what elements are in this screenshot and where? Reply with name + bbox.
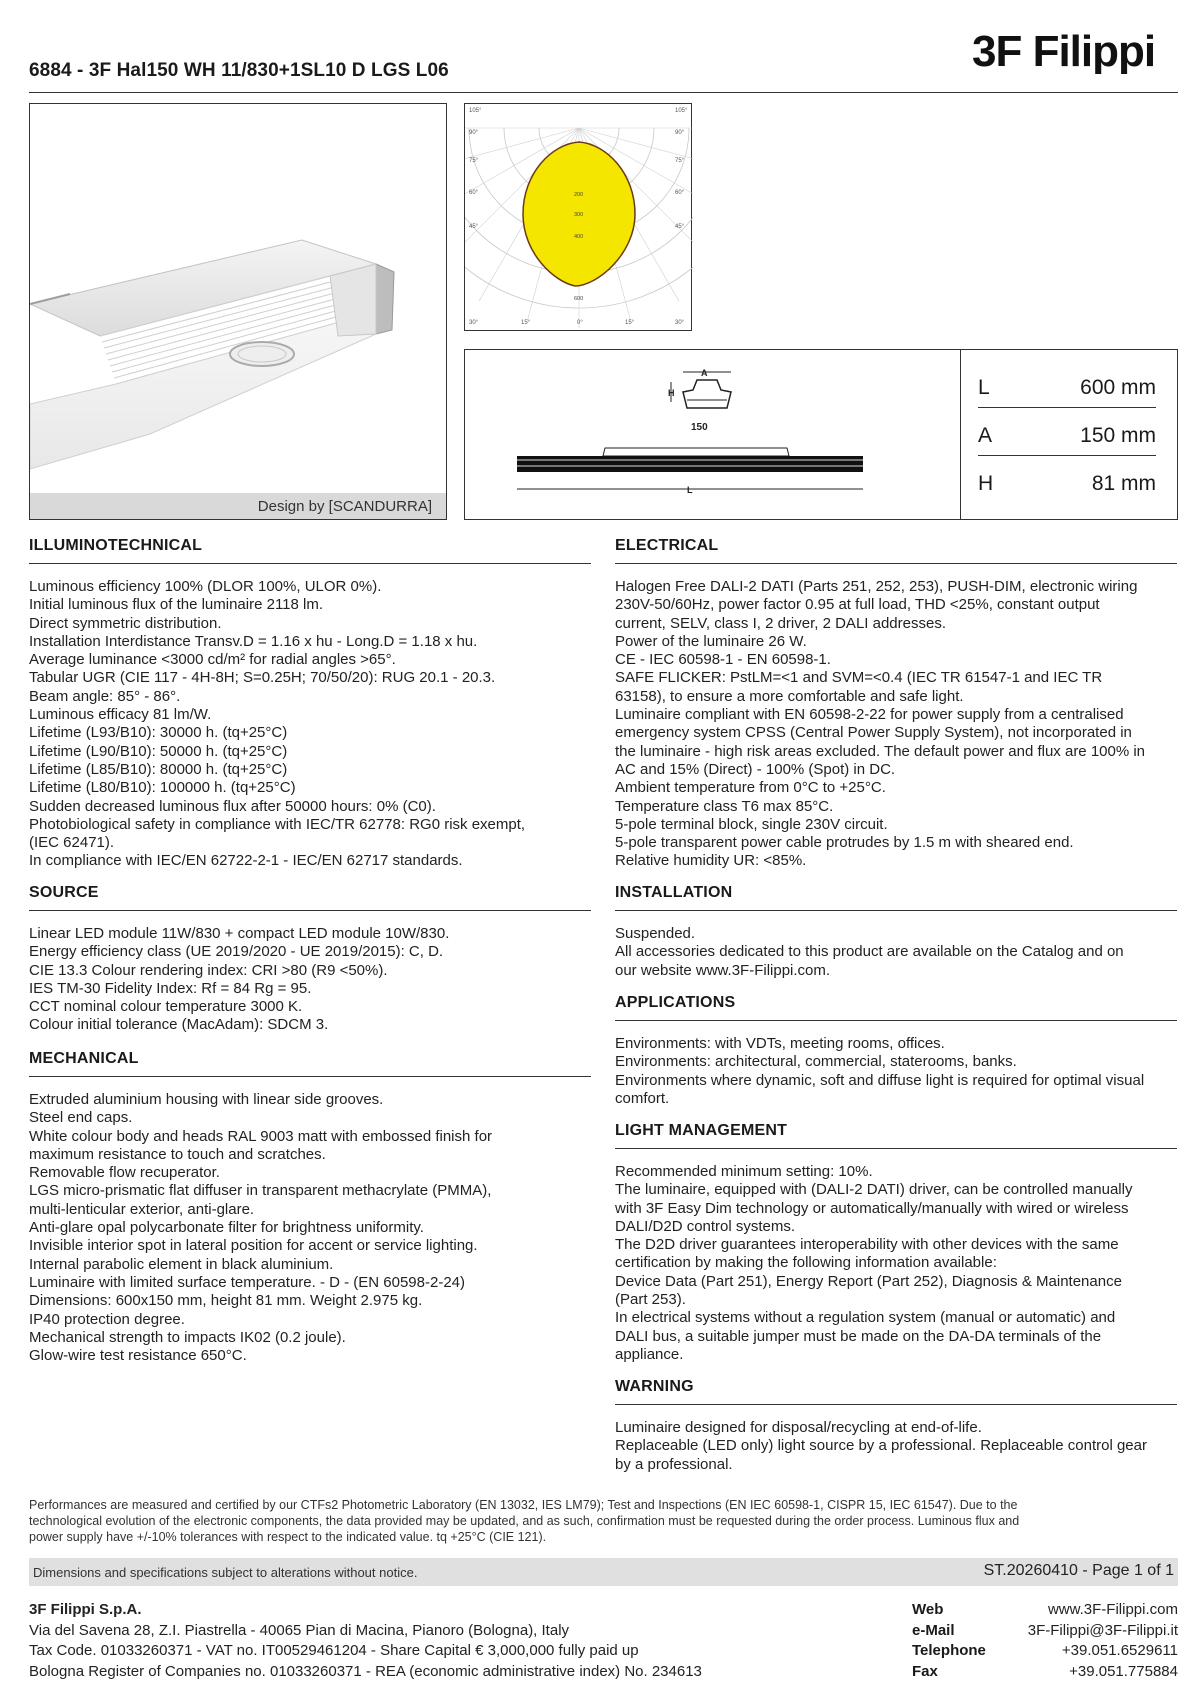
polar-bottom-label: 30° [675,320,685,326]
section-heading: ELECTRICAL [615,537,1177,564]
header-rule [29,92,1178,93]
page-indicator: ST.20260410 - Page 1 of 1 [983,1562,1174,1579]
dim-value: 81 mm [1091,472,1156,495]
section-heading: WARNING [615,1378,1177,1405]
spec-line: Temperature class T6 max 85°C. [615,797,834,815]
contact-label: Web [912,1601,944,1618]
spec-line: Luminaire compliant with EN 60598-2-22 for power supply from a centralised [615,706,1124,724]
section-heading: INSTALLATION [615,884,1177,911]
luminaire-rendering [30,104,447,520]
spec-line: maximum resistance to touch and scratches. [29,1145,326,1163]
spec-line: 230V-50/60Hz, power factor 0.95 at full load, THD <25%, constant output [615,596,1100,614]
spec-line: Device Data (Part 251), Energy Report (Part 252), Diagnosis & Maintenance [615,1272,1122,1290]
design-credit: Design by [SCANDURRA] [257,498,432,515]
spec-line: Lifetime (L90/B10): 50000 h. (tq+25°C) [29,742,288,760]
spec-line: Dimensions: 600x150 mm, height 81 mm. Weight 2.975 kg. [29,1292,423,1310]
spec-line: multi-lenticular exterior, anti-glare. [29,1200,255,1218]
brand-logo [972,26,1178,74]
spec-line: (Part 253). [615,1291,686,1309]
spec-line: LGS micro-prismatic flat diffuser in transparent methacrylate (PMMA), [29,1182,492,1200]
section-heading: LIGHT MANAGEMENT [615,1122,1177,1149]
polar-radial-label: 300 [574,212,584,218]
dim-key: L [978,376,990,399]
spec-line: CIE 13.3 Colour rendering index: CRI >80 (R9 <50%). [29,961,388,979]
profile-drawing [465,350,961,521]
contact-label: Fax [912,1662,938,1680]
label-l: L [687,485,693,495]
performance-footnote [29,1497,1178,1545]
section-mechanical [29,1050,591,1365]
spec-line: Removable flow recuperator. [29,1164,220,1182]
spec-line: Environments: architectural, commercial, staterooms, banks. [615,1053,1017,1071]
footnote-line: technological evolution of the electronic components, the data provided may be updated, and as such, confirmation must be requested during the order process. Luminous flux and [29,1514,1020,1528]
spec-line: Lifetime (L85/B10): 80000 h. (tq+25°C) [29,760,288,778]
telephone-value: +39.051.6529611 [1061,1642,1178,1659]
section-illuminotechnical [29,537,591,871]
dim-row-height [978,464,1156,504]
notice-bar [29,1558,1178,1586]
spec-line: Photobiological safety in compliance with IEC/TR 62778: RG0 risk exempt, [29,815,526,833]
polar-angle-label: 105° [469,108,482,114]
polar-bottom-label: 15° [521,320,531,326]
polar-angle-label: 75° [675,158,685,164]
spec-line: Halogen Free DALI-2 DATI (Parts 251, 252, 253), PUSH-DIM, electronic wiring [615,578,1138,595]
spec-line: Recommended minimum setting: 10%. [615,1163,873,1180]
footnote-line: Performances are measured and certified by our CTFs2 Photometric Laboratory (EN 13032, IES LM79); Test and Inspections (EN IEC 60598-1, CISPR 15, IEC 61547). Due to the [29,1498,1018,1512]
contact-label: e-Mail [912,1621,955,1639]
spec-line: Sudden decreased luminous flux after 50000 hours: 0% (C0). [29,797,436,815]
polar-radial-label: 600 [574,296,584,302]
spec-line: Initial luminous flux of the luminaire 2118 lm. [29,596,324,614]
footnote-line: power supply have +/-10% tolerances with respect to the indicated value. tq +25°C (CIE 121). [29,1530,547,1544]
label-a: A [701,368,708,378]
contact-web [912,1600,1178,1621]
dim-row-length [978,368,1156,408]
spec-line: Lifetime (L80/B10): 100000 h. (tq+25°C) [29,779,296,797]
spec-line: Luminaire with limited surface temperature. - D - (EN 60598-2-24) [29,1273,466,1291]
polar-angle-label: 105° [675,108,688,114]
section-heading: MECHANICAL [29,1050,591,1077]
label-h: H [668,388,675,398]
section-installation [615,884,1177,980]
spec-line: Tabular UGR (CIE 117 - 4H-8H; S=0.25H; 70/50/20): RUG 20.1 - 20.3. [29,669,496,687]
contact-fax [912,1662,1178,1683]
company-tax: Tax Code. 01033260371 - VAT no. IT00529461204 - Share Capital € 3,000,000 fully paid up [29,1642,639,1659]
polar-bottom-label: 15° [625,320,635,326]
spec-line: Ambient temperature from 0°C to +25°C. [615,779,886,797]
spec-line: Lifetime (L93/B10): 30000 h. (tq+25°C) [29,724,288,742]
polar-bottom-label: 30° [469,320,479,326]
polar-angle-label: 90° [675,130,685,136]
company-register: Bologna Register of Companies no. 01033260371 - REA (economic administrative index) No. 234613 [29,1662,702,1680]
dim-key: H [978,472,994,495]
spec-line: The luminaire, equipped with (DALI-2 DATI) driver, can be controlled manually [615,1181,1133,1199]
spec-line: 5-pole terminal block, single 230V circuit. [615,815,888,833]
polar-curve-chart [465,104,693,332]
spec-line: 5-pole transparent power cable protrudes by 1.5 m with sheared end. [615,834,1074,852]
spec-line: Glow-wire test resistance 650°C. [29,1347,247,1365]
spec-line: Average luminance <3000 cd/m² for radial angles >65°. [29,651,396,669]
spec-line: Installation Interdistance Transv.D = 1.16 x hu - Long.D = 1.18 x hu. [29,632,478,650]
section-heading: ILLUMINOTECHNICAL [29,537,591,564]
spec-line: IES TM-30 Fidelity Index: Rf = 84 Rg = 95. [29,979,312,997]
spec-line: Energy efficiency class (UE 2019/2020 - UE 2019/2015): C, D. [29,943,444,961]
spec-line: Anti-glare opal polycarbonate filter for brightness uniformity. [29,1219,424,1237]
svg-text:3F Filippi: 3F Filippi [972,27,1156,74]
spec-line: Direct symmetric distribution. [29,614,222,632]
spec-line: Environments: with VDTs, meeting rooms, offices. [615,1035,945,1052]
spec-line: Internal parabolic element in black aluminium. [29,1255,334,1273]
polar-angle-label: 45° [469,224,479,230]
spec-line: The D2D driver guarantees interoperability with other devices with the same [615,1236,1119,1254]
spec-line: White colour body and heads RAL 9003 matt with embossed finish for [29,1127,493,1145]
spec-line: CCT nominal colour temperature 3000 K. [29,998,303,1016]
alterations-notice: Dimensions and specifications subject to alterations without notice. [33,1565,418,1580]
dim-key: A [978,424,993,447]
spec-line: Power of the luminaire 26 W. [615,632,807,650]
product-photo [29,103,447,520]
spec-line: Beam angle: 85° - 86°. [29,687,181,705]
section-heading: APPLICATIONS [615,994,1177,1021]
spec-line: by a professional. [615,1455,733,1473]
spec-line: Relative humidity UR: <85%. [615,852,807,870]
spec-line: the luminaire - high risk areas excluded. The default power and flux are 100% in [615,742,1146,760]
dim-value: 600 mm [1080,376,1156,399]
spec-line: certification by making the following information available: [615,1254,997,1272]
spec-line: Suspended. [615,925,696,942]
spec-line: In electrical systems without a regulation system (manual or automatic) and [615,1309,1116,1327]
company-info [29,1600,702,1682]
spec-line: Luminaire designed for disposal/recycling at end-of-life. [615,1419,982,1436]
spec-line: DALI bus, a suitable jumper must be made on the DA-DA terminals of the [615,1327,1102,1345]
spec-line: appliance. [615,1345,684,1363]
section-heading: SOURCE [29,884,591,911]
spec-line: Luminous efficacy 81 lm/W. [29,706,212,724]
product-title: 6884 - 3F Hal150 WH 11/830+1SL10 D LGS L06 [29,60,449,81]
polar-radial-label: 400 [574,234,584,240]
label-width: 150 [691,422,708,433]
polar-radial-label: 200 [574,192,584,198]
company-name: 3F Filippi S.p.A. [29,1601,142,1618]
fax-value: +39.051.775884 [1069,1662,1178,1680]
spec-line: Steel end caps. [29,1109,133,1127]
spec-line: Linear LED module 11W/830 + compact LED module 10W/830. [29,925,450,942]
email-link[interactable]: 3F-Filippi@3F-Filippi.it [1027,1621,1178,1639]
web-link[interactable]: www.3F-Filippi.com [1047,1601,1178,1618]
polar-angle-label: 45° [675,224,685,230]
polar-angle-label: 75° [469,158,479,164]
spec-line: Luminous efficiency 100% (DLOR 100%, ULOR 0%). [29,578,382,595]
spec-line: SAFE FLICKER: PstLM=<1 and SVM=<0.4 (IEC TR 61547-1 and IEC TR [615,669,1103,687]
polar-bottom-label: 0° [577,320,583,326]
dim-divider [960,349,961,520]
spec-line: emergency system CPSS (Central Power Supply System), not incorporated in [615,724,1132,742]
spec-line: Mechanical strength to impacts IK02 (0.2 joule). [29,1328,346,1346]
spec-line: 63158), to ensure a more comfortable and safe light. [615,687,964,705]
contact-label: Telephone [912,1642,986,1659]
polar-angle-label: 90° [469,130,479,136]
spec-line: Extruded aluminium housing with linear side grooves. [29,1091,384,1108]
spec-line: (IEC 62471). [29,834,115,852]
spec-line: Invisible interior spot in lateral position for accent or service lighting. [29,1237,478,1255]
spec-line: with 3F Easy Dim technology or automatically/manually with wired or wireless [615,1199,1129,1217]
spec-line: AC and 15% (Direct) - 100% (Spot) in DC. [615,760,896,778]
spec-line: In compliance with IEC/EN 62722-2-1 - IEC/EN 62717 standards. [29,852,463,870]
spec-line: Replaceable (LED only) light source by a professional. Replaceable control gear [615,1437,1147,1455]
contact-email [912,1621,1178,1642]
polar-angle-label: 60° [675,190,685,196]
spec-line: All accessories dedicated to this product are available on the Catalog and on [615,943,1124,961]
spec-line: Environments where dynamic, soft and diffuse light is required for optimal visual [615,1071,1145,1089]
spec-line: Colour initial tolerance (MacAdam): SDCM 3. [29,1016,329,1034]
spec-line: DALI/D2D control systems. [615,1217,796,1235]
section-source [29,884,591,1035]
section-applications [615,994,1177,1108]
section-electrical [615,537,1177,871]
contact-telephone [912,1641,1178,1662]
spec-line: CE - IEC 60598-1 - EN 60598-1. [615,651,831,669]
polar-diagram [464,103,692,331]
section-warning [615,1378,1177,1474]
dim-value: 150 mm [1080,424,1156,447]
section-light-management [615,1122,1177,1364]
spec-line: IP40 protection degree. [29,1310,185,1328]
dim-row-width [978,416,1156,456]
spec-line: current, SELV, class I, 2 driver, 2 DALI addresses. [615,614,946,632]
company-address: Via del Savena 28, Z.I. Piastrella - 40065 Pian di Macina, Pianoro (Bologna), Italy [29,1621,570,1639]
contact-info [912,1600,1178,1682]
polar-angle-label: 60° [469,190,479,196]
spec-line: our website www.3F-Filippi.com. [615,961,831,979]
spec-line: comfort. [615,1089,670,1107]
